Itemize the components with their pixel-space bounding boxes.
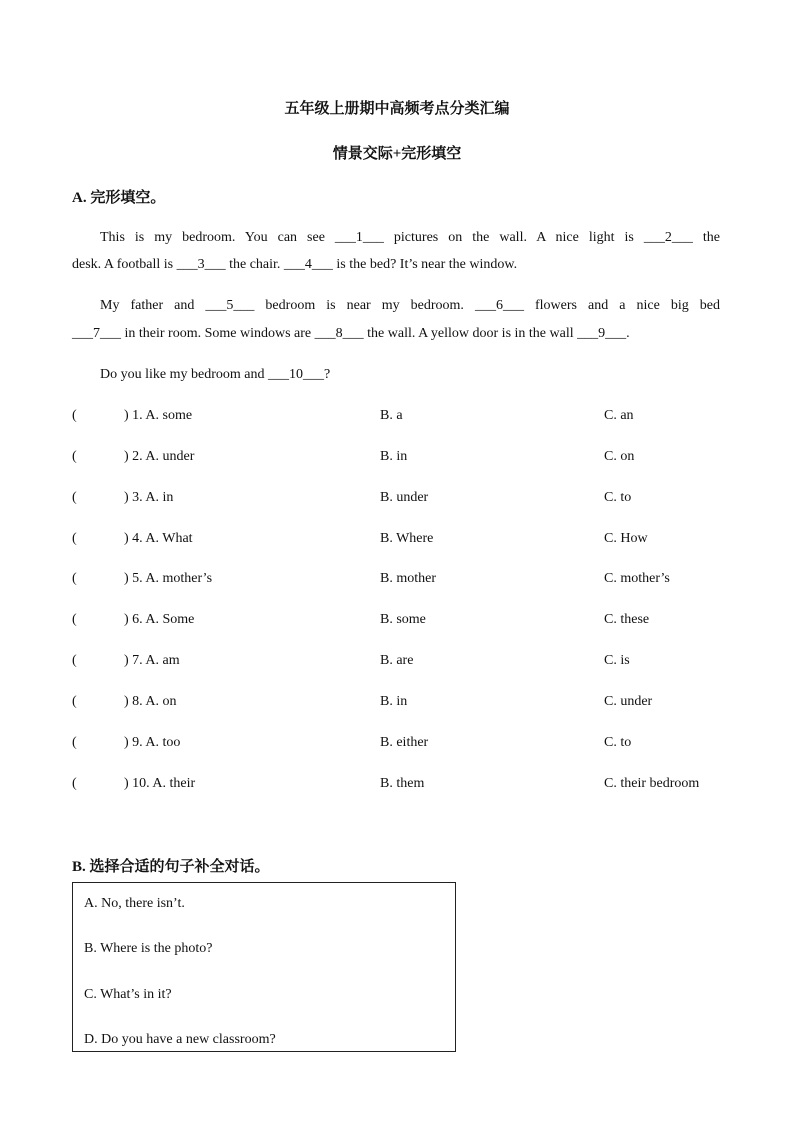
document-subtitle: 情景交际+完形填空 [332,146,462,162]
section-b-heading: B. 选择合适的句子补全对话。 [72,859,270,875]
option-b: B. mother [380,571,436,586]
question-row [72,735,732,755]
option-b: B. a [380,408,403,423]
option-sentence: C. What’s in it? [84,987,172,1002]
option-c: C. is [604,653,630,668]
passage-line: ___7___ in their room. Some windows are ___8___ the wall. A yellow door is in the wall ___9___. [72,326,630,341]
question-row [72,531,732,551]
answer-paren[interactable]: ( [72,694,77,709]
option-c: C. an [604,408,634,423]
answer-paren[interactable]: ( [72,735,77,750]
option-c: C. mother’s [604,571,670,586]
option-a: ) 7. A. am [124,653,180,668]
option-a: ) 10. A. their [124,776,196,791]
option-c: C. under [604,694,653,709]
question-row [72,694,732,714]
question-row [72,571,732,591]
option-a: ) 9. A. too [124,735,181,750]
option-c: C. How [604,531,648,546]
option-c: C. their bedroom [604,776,700,791]
answer-paren[interactable]: ( [72,490,77,505]
options-box [72,882,456,1052]
answer-paren[interactable]: ( [72,612,77,627]
option-a: ) 8. A. on [124,694,177,709]
option-b: B. under [380,490,429,505]
option-b: B. in [380,449,408,464]
option-b: B. in [380,694,408,709]
question-row [72,776,732,796]
passage-line: Do you like my bedroom and ___10___? [100,367,331,382]
answer-paren[interactable]: ( [72,449,77,464]
answer-paren[interactable]: ( [72,653,77,668]
option-c: C. to [604,735,632,750]
passage-line: desk. A football is ___3___ the chair. ___4___ is the bed? It’s near the window. [72,257,518,272]
option-a: ) 2. A. under [124,449,195,464]
question-row [72,612,732,632]
option-b: B. them [380,776,425,791]
option-sentence: D. Do you have a new classroom? [84,1032,276,1047]
section-a-heading: A. 完形填空。 [72,190,166,206]
question-row [72,490,732,510]
passage-line: This is my bedroom. You can see ___1___ pictures on the wall. A nice light is ___2___ the [100,230,720,245]
question-row [72,449,732,469]
option-a: ) 4. A. What [124,531,193,546]
option-c: C. these [604,612,650,627]
option-a: ) 1. A. some [124,408,193,423]
document-title: 五年级上册期中高频考点分类汇编 [284,101,510,117]
option-c: C. on [604,449,635,464]
option-b: B. some [380,612,426,627]
option-sentence: A. No, there isn’t. [84,896,185,911]
passage-line: My father and ___5___ bedroom is near my bedroom. ___6___ flowers and a nice big bed [100,298,720,313]
option-b: B. either [380,735,429,750]
option-sentence: B. Where is the photo? [84,941,213,956]
option-b: B. Where [380,531,434,546]
option-b: B. are [380,653,414,668]
answer-paren[interactable]: ( [72,776,77,791]
option-a: ) 5. A. mother’s [124,571,213,586]
question-row [72,408,732,428]
option-a: ) 6. A. Some [124,612,195,627]
answer-paren[interactable]: ( [72,571,77,586]
answer-paren[interactable]: ( [72,531,77,546]
question-row [72,653,732,673]
option-c: C. to [604,490,632,505]
option-a: ) 3. A. in [124,490,174,505]
answer-paren[interactable]: ( [72,408,77,423]
